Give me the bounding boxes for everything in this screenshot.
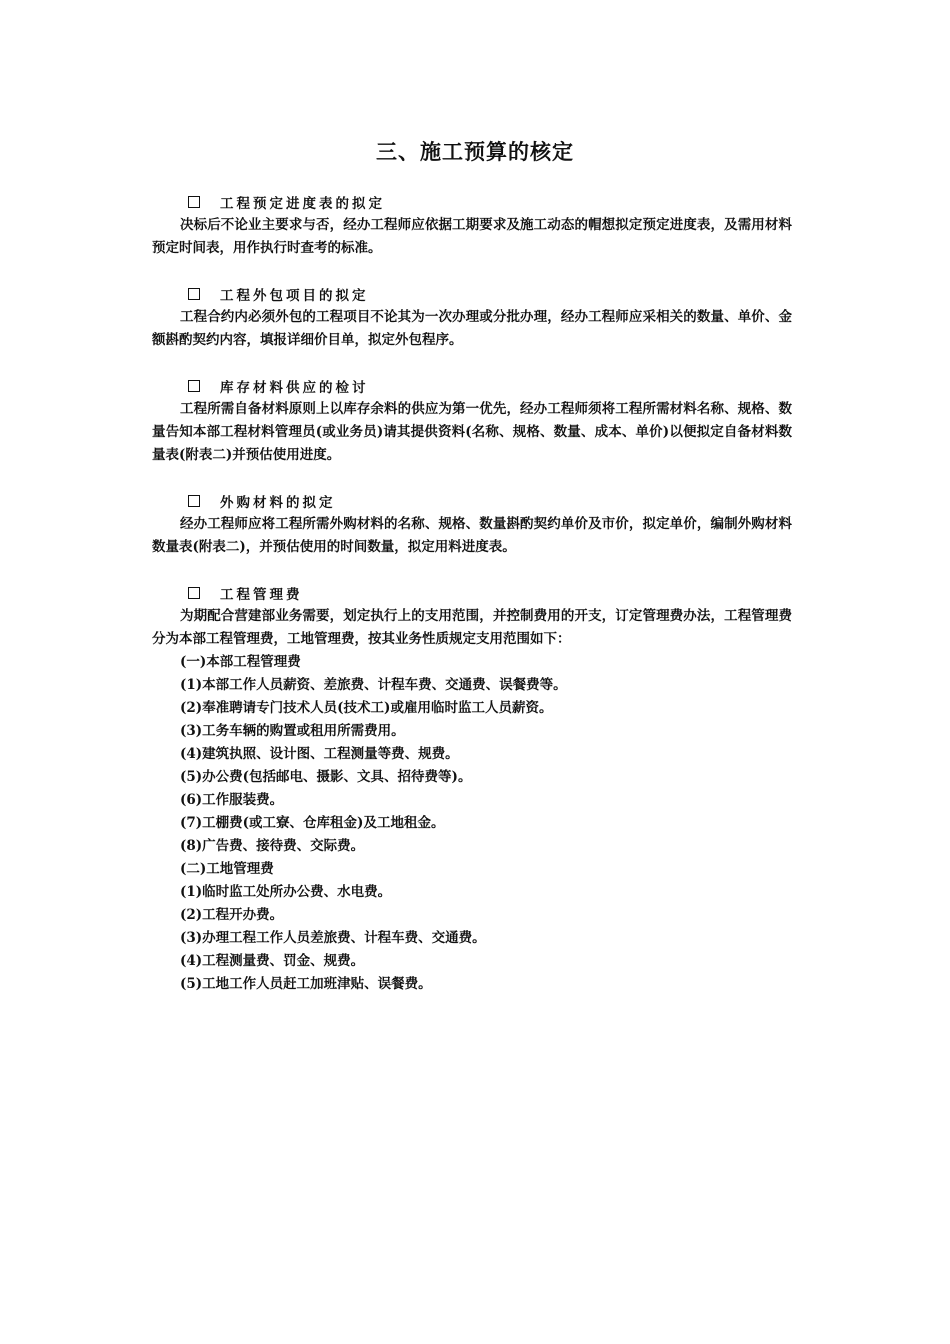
- section-paragraph: 工程所需自备材料原则上以库存余料的供应为第一优先，经办工程师须将工程所需材料名称、规格、数量告知本部工程材料管理员(或业务员)请其提供资料(名称、规格、数量、成本、单价)以便拟定自备材料数量表(附表二)并预估使用进度。: [152, 401, 792, 463]
- fee-list: [180, 651, 792, 996]
- list-item: (2)工程开办费。: [180, 907, 284, 923]
- section-management-fees: [152, 581, 792, 996]
- section-paragraph: 工程合约内必须外包的工程项目不论其为一次办理或分批办理，经办工程师应采相关的数量、单价、金额斟酌契约内容，填报详细价目单，拟定外包程序。: [152, 309, 792, 348]
- list-item: (8)广告费、接待费、交际费。: [180, 838, 365, 854]
- list-item: (6)工作服装费。: [180, 792, 284, 808]
- section-paragraph: 为期配合营建部业务需要，划定执行上的支用范围，并控制费用的开支，订定管理费办法，工程管理费分为本部工程管理费，工地管理费，按其业务性质规定支用范围如下：: [152, 608, 792, 647]
- section-heading: [188, 374, 792, 398]
- section-inventory: [152, 374, 792, 467]
- list-item: (一)本部工程管理费: [180, 654, 301, 670]
- section-paragraph: 决标后不论业主要求与否，经办工程师应依据工期要求及施工动态的帽想拟定预定进度表，及需用材料预定时间表，用作执行时查考的标准。: [152, 217, 792, 256]
- section-heading-label: 工程预定进度表的拟定: [220, 196, 385, 212]
- section-outsourcing: [152, 282, 792, 352]
- checkbox-icon: [188, 587, 200, 599]
- section-purchased-materials: [152, 489, 792, 559]
- page-title: 三、施工预算的核定: [376, 139, 574, 164]
- list-item: (5)办公费(包括邮电、摄影、文具、招待费等)。: [180, 769, 472, 785]
- list-item: (1)本部工作人员薪资、差旅费、计程车费、交通费、误餐费等。: [180, 677, 567, 693]
- list-item: (3)办理工程工作人员差旅费、计程车费、交通费。: [180, 930, 486, 946]
- document-body: [152, 190, 792, 1018]
- section-schedule: [152, 190, 792, 260]
- section-heading-label: 工程外包项目的拟定: [220, 288, 369, 304]
- list-item: (4)工程测量费、罚金、规费。: [180, 953, 365, 969]
- list-item: (7)工棚费(或工寮、仓库租金)及工地租金。: [180, 815, 445, 831]
- list-item: (5)工地工作人员赶工加班津贴、误餐费。: [180, 976, 432, 992]
- list-item: (二)工地管理费: [180, 861, 274, 877]
- section-heading: [188, 489, 792, 513]
- section-heading: [188, 282, 792, 306]
- section-heading-label: 外购材料的拟定: [220, 495, 336, 511]
- checkbox-icon: [188, 196, 200, 208]
- checkbox-icon: [188, 380, 200, 392]
- list-item: (2)奉准聘请专门技术人员(技术工)或雇用临时监工人员薪资。: [180, 700, 553, 716]
- list-item: (1)临时监工处所办公费、水电费。: [180, 884, 392, 900]
- section-paragraph: 经办工程师应将工程所需外购材料的名称、规格、数量斟酌契约单价及市价，拟定单价，编制外购材料数量表(附表二)，并预估使用的时间数量，拟定用料进度表。: [152, 516, 792, 555]
- section-heading: [188, 581, 792, 605]
- list-item: (3)工务车辆的购置或租用所需费用。: [180, 723, 405, 739]
- list-item: (4)建筑执照、设计图、工程测量等费、规费。: [180, 746, 459, 762]
- section-heading-label: 工程管理费: [220, 587, 303, 603]
- section-heading-label: 库存材料供应的检讨: [220, 380, 369, 396]
- section-heading: [188, 190, 792, 214]
- checkbox-icon: [188, 288, 200, 300]
- checkbox-icon: [188, 495, 200, 507]
